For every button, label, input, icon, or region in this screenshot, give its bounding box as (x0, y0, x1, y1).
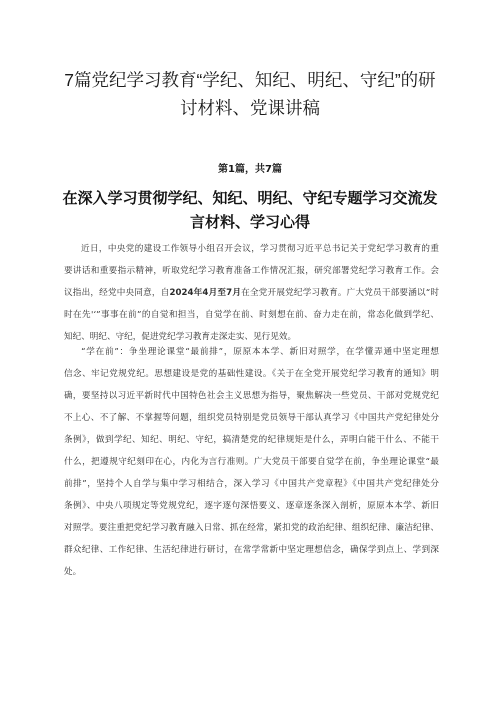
paragraph-text: 在全党开展党纪学习教育。广大党员干部要涵以“时 (241, 288, 439, 298)
paragraph-line: 群众纪律、工作纪律、生活纪律进行研讨，在常学常新中坚定理想信念，确保学到点上、学到深 (64, 545, 439, 555)
document-title-line: 7篇党纪学习教育“学纪、知纪、明纪、守纪”的研 (64, 70, 436, 90)
paragraph-line: 知纪、明纪、守纪，促进党纪学习教育走深走实、见行见效。 (64, 332, 297, 342)
paragraph-line (64, 282, 439, 304)
document-title (40, 66, 460, 122)
paragraph-study-first (64, 341, 439, 583)
section-title (40, 186, 460, 234)
paragraph-line: 处。 (64, 567, 82, 577)
paragraph-line: 要讲话和重要指示精神，听取党纪学习教育准备工作情况汇报，研究部署党纪学习教育工作。会 (64, 266, 439, 276)
part-label: 第1篇，共7篇 (218, 164, 282, 175)
paragraph-line: “学在前”：争坐理论课堂“最前排”，原原本本学、新旧对照学，在学懂弄通中坚定理想 (81, 347, 439, 357)
paragraph-line: 条例》，做到学纪、知纪、明纪、守纪，搞清楚党的纪律规矩是什么，弄明白能干什么、不能干 (64, 435, 439, 445)
paragraph-line: 前排”，坚持个人自学与集中学习相结合，深入学习《中国共产党章程》《中国共产党纪律处分 (64, 479, 439, 489)
paragraph-line: 信念、牢记党规党纪。思想建设是党的基础性建设。《关于在全党开展党纪学习教育的通知》明 (64, 369, 439, 379)
paragraph-line: 时在先'‘”事事在前”的自觉和担当，自觉学在前、时刻想在前、奋力走在前，常态化做到学纪、 (64, 310, 439, 320)
date-range-emphasis: 2024年4月至7月 (169, 288, 242, 298)
paragraph-intro (64, 238, 439, 348)
paragraph-line: 不上心、不了解、不掌握等问题，组织党员特别是党员领导干部认真学习《中国共产党纪律处分 (64, 413, 439, 423)
paragraph-line: 什么，把遵规守纪刻印在心，内化为言行准则。广大党员干部要自觉学在前，争坐理论课堂“最 (64, 457, 439, 467)
paragraph-line: 近日，中央党的建设工作领导小组召开会议，学习贯彻习近平总书记关于党纪学习教育的重 (81, 244, 439, 254)
paragraph-line: 条例》、中央八项规定等党规党纪，逐字逐句深悟要义、逐章逐条深入剖析，原原本本学、新旧 (64, 501, 439, 511)
paragraph-line: 确，要坚持以习近平新时代中国特色社会主义思想为指导，聚焦解决一些党员、干部对党规党纪 (64, 391, 439, 401)
section-title-line: 在深入学习贯彻学纪、知纪、明纪、守纪专题学习交流发 (62, 189, 438, 207)
paragraph-text: 议指出，经党中央同意，自 (64, 288, 170, 298)
document-title-line: 讨材料、党课讲稿 (180, 98, 320, 118)
section-title-line: 言材料、学习心得 (189, 213, 310, 231)
paragraph-line: 对照学。要注重把党纪学习教育融入日常、抓在经常，紧扣党的政治纪律、组织纪律、廉洁纪律、 (64, 523, 439, 533)
